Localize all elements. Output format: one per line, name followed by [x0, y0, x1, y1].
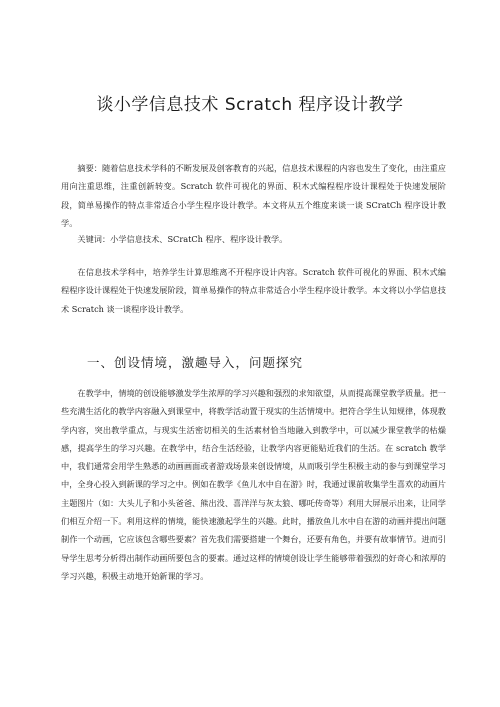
section-body-paragraph: 在教学中，情境的创设能够激发学生浓厚的学习兴趣和强烈的求知欲望，从而提高课堂教学质量。把一些充满生活化的教学内容融入到课堂中，将教学活动置于现实的生活情境中。把符合学生认知规律，体现教学内容，突出教学重点，与现实生活密切相关的生活素材恰当地融入到教学中，可以减少课堂教学的枯燥感，提高学生的学习兴趣。在教学中，结合生活经验，让教学内容更能贴近我们的生活。在 scratch 教学中，我们通常会用学生熟悉的动画画面或者游戏场景来创设情境，从而吸引学生积极主动的参与到课堂学习中，全身心投入到新课的学习之中。例如在教学《鱼儿水中自在游》时，我通过课前收集学生喜欢的动画片主题图片（如：大头儿子和小头爸爸、熊出没、喜洋洋与灰太狼、哪吒传奇等）利用大屏展示出来，让同学们相互介绍一下。利用这样的情境，能快速激起学生的兴趣。此时，播放鱼儿水中自在游的动画并提出问题 制作一个动画，它应该包含哪些要素？首先我们需要搭建一个舞台，还要有角色，并要有故事情节。进而引导学生思考分析得出制作动画所要包含的要素。通过这样的情境创设让学生能够带着强烈的好奇心和浓厚的学习兴趣，积极主动地开始新课的学习。 — [61, 388, 446, 581]
intro-paragraph: 在信息技术学科中，培养学生计算思维离不开程序设计内容。Scratch 软件可视化的界面、积木式编程程序设计课程处于快速发展阶段，简单易操作的特点非常适合小学生程序设计教学。本文将以小学信息技术 Scratch 谈一谈程序设计教学。 — [61, 267, 446, 314]
abstract-paragraph: 摘要：随着信息技术学科的不断发展及创客教育的兴起，信息技术课程的内容也发生了变化，由注重应用向注重思维，注重创新转变。Scratch 软件可视化的界面、积木式编程程序设计课程处于快速发展阶段，简单易操作的特点非常适合小学生程序设计教学。本文将从五个维度来谈一谈 SCratCh 程序设计教学。 — [61, 163, 446, 228]
page-title: 谈小学信息技术 Scratch 程序设计教学 — [96, 95, 404, 115]
keywords-paragraph: 关键词：小学信息技术、SCratCh 程序、程序设计教学。 — [77, 234, 288, 244]
section-heading: 一、创设情境，激趣导入，问题探究 — [87, 355, 304, 370]
